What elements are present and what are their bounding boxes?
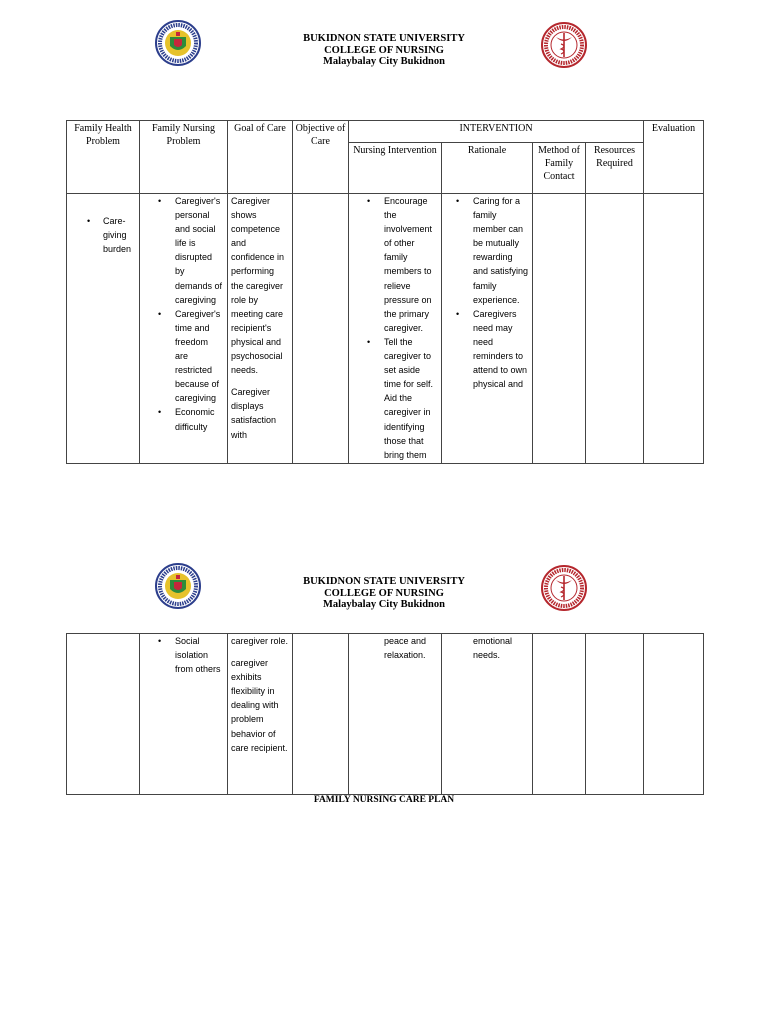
list-item: • Caregiver's personal and social life is disrupted by demands of caregiving bbox=[158, 196, 223, 305]
college-name: COLLEGE OF NURSING bbox=[324, 44, 444, 56]
document-header bbox=[0, 33, 768, 68]
header-nursing-intervention: Nursing Intervention bbox=[349, 143, 442, 194]
rationale-text: Caring for a family member can be mutually rewarding and satisfying family experience. bbox=[473, 196, 529, 305]
university-name: BUKIDNON STATE UNIVERSITY bbox=[303, 33, 465, 44]
cell-health-problem bbox=[67, 194, 140, 464]
list-item: • Caregiver's time and freedom are restricted because of caregiving bbox=[158, 308, 221, 404]
list-item: • Economic difficulty bbox=[158, 407, 215, 432]
health-problem-text: Care-giving burden bbox=[103, 216, 132, 255]
goal-paragraph: Caregiver displays satisfaction with bbox=[231, 387, 277, 440]
care-plan-table-page1 bbox=[66, 120, 704, 464]
cell-rationale bbox=[442, 194, 533, 464]
list-item: • Tell the caregiver to set aside time for self. Aid the caregiver in identifying those that bring them bbox=[367, 336, 434, 460]
cell-rationale bbox=[442, 634, 533, 795]
cell-nursing-intervention bbox=[349, 194, 442, 464]
list-item: • Care-giving burden bbox=[87, 216, 132, 255]
cell-health-problem bbox=[67, 634, 140, 795]
cell-goal-of-care bbox=[228, 194, 293, 464]
cell-nursing-problems bbox=[140, 194, 228, 464]
goal-paragraph: caregiver role. bbox=[231, 636, 289, 646]
location: Malaybalay City Bukidnon bbox=[323, 56, 445, 67]
header-objective-of-care: Objective of Care bbox=[293, 121, 349, 194]
intervention-text: Encourage the involvement of other family members to relieve pressure on the primary caregiver. bbox=[384, 196, 433, 333]
cell-evaluation bbox=[644, 194, 704, 464]
cell-method-of-contact bbox=[533, 634, 586, 795]
care-plan-table-page2 bbox=[66, 633, 704, 795]
college-name: COLLEGE OF NURSING bbox=[324, 587, 444, 599]
header-family-nursing-problem: Family Nursing Problem bbox=[140, 121, 228, 194]
header-resources-required: Resources Required bbox=[586, 143, 644, 194]
cell-objective-of-care bbox=[293, 194, 349, 464]
header-rationale: Rationale bbox=[442, 143, 533, 194]
location: Malaybalay City Bukidnon bbox=[323, 599, 445, 610]
university-name: BUKIDNON STATE UNIVERSITY bbox=[303, 576, 465, 587]
cell-method-of-contact bbox=[533, 194, 586, 464]
cell-goal-of-care bbox=[228, 634, 293, 795]
list-item: • Encourage the involvement of other family members to relieve pressure on the primary caregiver. bbox=[367, 196, 433, 333]
cell-nursing-problems bbox=[140, 634, 228, 795]
cell-evaluation bbox=[644, 634, 704, 795]
list-item: • Caring for a family member can be mutually rewarding and satisfying family experience. bbox=[456, 196, 529, 305]
header-goal-of-care: Goal of Care bbox=[228, 121, 293, 194]
cell-resources bbox=[586, 634, 644, 795]
nursing-problem-text: Social isolation from others bbox=[175, 636, 221, 675]
rationale-text: emotional needs. bbox=[473, 636, 513, 661]
header-intervention: INTERVENTION bbox=[349, 121, 644, 143]
nursing-problem-text: Caregiver's time and freedom are restricted because of caregiving bbox=[175, 308, 221, 404]
header-family-health-problem: Family Health Problem bbox=[67, 121, 140, 194]
cell-objective-of-care bbox=[293, 634, 349, 795]
list-item: • Social isolation from others bbox=[158, 636, 221, 675]
nursing-problem-text: Economic difficulty bbox=[175, 407, 215, 432]
cell-resources bbox=[586, 194, 644, 464]
goal-paragraph: caregiver exhibits flexibility in dealing with problem behavior of care recipient. bbox=[231, 658, 288, 753]
intervention-text: peace and relaxation. bbox=[384, 636, 427, 661]
nursing-problem-text: Caregiver's personal and social life is disrupted by demands of caregiving bbox=[175, 196, 223, 305]
intervention-text: Tell the caregiver to set aside time for self. Aid the caregiver in identifying those that bring them bbox=[384, 336, 434, 460]
document-header bbox=[0, 576, 768, 611]
cell-nursing-intervention bbox=[349, 634, 442, 795]
rationale-text: Caregivers need may need reminders to attend to own physical and bbox=[473, 308, 528, 390]
header-method-of-family-contact: Method of Family Contact bbox=[533, 143, 586, 194]
header-evaluation: Evaluation bbox=[644, 121, 704, 194]
list-item: • Caregivers need may need reminders to attend to own physical and bbox=[456, 308, 528, 390]
goal-paragraph: Caregiver shows competence and confidence in performing the caregiver role by meeting care recipient's physical and psychosocial needs. bbox=[231, 196, 285, 376]
document-title: FAMILY NURSING CARE PLAN bbox=[313, 795, 455, 805]
